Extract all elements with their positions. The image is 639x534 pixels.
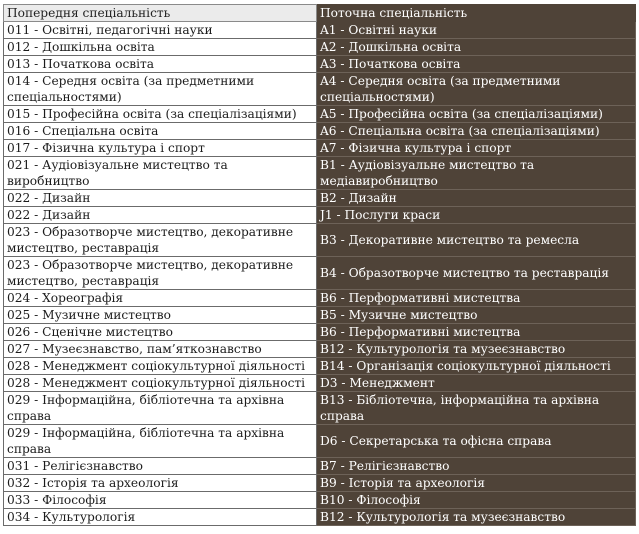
previous-specialty-cell: 026 - Сценічне мистецтво	[4, 324, 317, 341]
current-specialty-cell: B7 - Релігієзнавство	[317, 458, 636, 475]
previous-specialty-cell: 012 - Дошкільна освіта	[4, 39, 317, 56]
current-specialty-cell: B3 - Декоративне мистецтво та ремесла	[317, 224, 636, 257]
current-specialty-cell: A2 - Дошкільна освіта	[317, 39, 636, 56]
previous-specialty-cell: 022 - Дизайн	[4, 207, 317, 224]
previous-specialty-cell: 011 - Освітні, педагогічні науки	[4, 22, 317, 39]
previous-specialty-cell: 028 - Менеджмент соціокультурної діяльності	[4, 375, 317, 392]
current-specialty-cell: B12 - Культурологія та музеєзнавство	[317, 509, 636, 526]
previous-specialty-cell: 027 - Музеєзнавство, пам’яткознавство	[4, 341, 317, 358]
previous-specialty-cell: 031 - Релігієзнавство	[4, 458, 317, 475]
current-specialty-cell: A6 - Спеціальна освіта (за спеціалізаціями)	[317, 123, 636, 140]
table-row	[4, 492, 636, 509]
table-row	[4, 392, 636, 425]
table-row	[4, 123, 636, 140]
table-row	[4, 324, 636, 341]
current-specialty-cell: B6 - Перформативні мистецтва	[317, 290, 636, 307]
current-specialty-cell: J1 - Послуги краси	[317, 207, 636, 224]
table-row	[4, 375, 636, 392]
table-row	[4, 224, 636, 257]
previous-specialty-cell: 024 - Хореографія	[4, 290, 317, 307]
current-specialty-cell: B12 - Культурологія та музеєзнавство	[317, 341, 636, 358]
specialty-mapping-table	[3, 4, 636, 526]
table-header-row	[4, 5, 636, 22]
header-current-specialty: Поточна спеціальність	[317, 5, 636, 22]
current-specialty-cell: A5 - Професійна освіта (за спеціалізаціями)	[317, 106, 636, 123]
table-row	[4, 207, 636, 224]
table-row	[4, 140, 636, 157]
table-row	[4, 509, 636, 526]
previous-specialty-cell: 033 - Філософія	[4, 492, 317, 509]
current-specialty-cell: B5 - Музичне мистецтво	[317, 307, 636, 324]
current-specialty-cell: B4 - Образотворче мистецтво та реставрація	[317, 257, 636, 290]
previous-specialty-cell: 034 - Культурологія	[4, 509, 317, 526]
previous-specialty-cell: 025 - Музичне мистецтво	[4, 307, 317, 324]
table-row	[4, 475, 636, 492]
current-specialty-cell: B9 - Історія та археологія	[317, 475, 636, 492]
current-specialty-cell: A1 - Освітні науки	[317, 22, 636, 39]
table-row	[4, 341, 636, 358]
table-row	[4, 257, 636, 290]
table-row	[4, 106, 636, 123]
previous-specialty-cell: 014 - Середня освіта (за предметними спеціальностями)	[4, 73, 317, 106]
header-previous-specialty: Попередня спеціальність	[4, 5, 317, 22]
current-specialty-cell: D3 - Менеджмент	[317, 375, 636, 392]
table-row	[4, 56, 636, 73]
table-row	[4, 307, 636, 324]
previous-specialty-cell: 022 - Дизайн	[4, 190, 317, 207]
previous-specialty-cell: 029 - Інформаційна, бібліотечна та архівна справа	[4, 425, 317, 458]
table-row	[4, 358, 636, 375]
table-row	[4, 425, 636, 458]
previous-specialty-cell: 023 - Образотворче мистецтво, декоративне мистецтво, реставрація	[4, 257, 317, 290]
previous-specialty-cell: 021 - Аудіовізуальне мистецтво та виробництво	[4, 157, 317, 190]
current-specialty-cell: B14 - Організація соціокультурної діяльності	[317, 358, 636, 375]
previous-specialty-cell: 017 - Фізична культура і спорт	[4, 140, 317, 157]
current-specialty-cell: B2 - Дизайн	[317, 190, 636, 207]
previous-specialty-cell: 029 - Інформаційна, бібліотечна та архівна справа	[4, 392, 317, 425]
table-row	[4, 39, 636, 56]
current-specialty-cell: A7 - Фізична культура і спорт	[317, 140, 636, 157]
table-row	[4, 22, 636, 39]
previous-specialty-cell: 023 - Образотворче мистецтво, декоративне мистецтво, реставрація	[4, 224, 317, 257]
current-specialty-cell: D6 - Секретарська та офісна справа	[317, 425, 636, 458]
previous-specialty-cell: 013 - Початкова освіта	[4, 56, 317, 73]
current-specialty-cell: B1 - Аудіовізуальне мистецтво та медіавиробництво	[317, 157, 636, 190]
table-row	[4, 190, 636, 207]
current-specialty-cell: A4 - Середня освіта (за предметними спеціальностями)	[317, 73, 636, 106]
previous-specialty-cell: 032 - Історія та археологія	[4, 475, 317, 492]
current-specialty-cell: B13 - Бібліотечна, інформаційна та архівна справа	[317, 392, 636, 425]
table-row	[4, 157, 636, 190]
current-specialty-cell: B10 - Філософія	[317, 492, 636, 509]
current-specialty-cell: B6 - Перформативні мистецтва	[317, 324, 636, 341]
previous-specialty-cell: 015 - Професійна освіта (за спеціалізаціями)	[4, 106, 317, 123]
previous-specialty-cell: 016 - Спеціальна освіта	[4, 123, 317, 140]
previous-specialty-cell: 028 - Менеджмент соціокультурної діяльності	[4, 358, 317, 375]
table-row	[4, 458, 636, 475]
table-row	[4, 73, 636, 106]
table-row	[4, 290, 636, 307]
current-specialty-cell: A3 - Початкова освіта	[317, 56, 636, 73]
